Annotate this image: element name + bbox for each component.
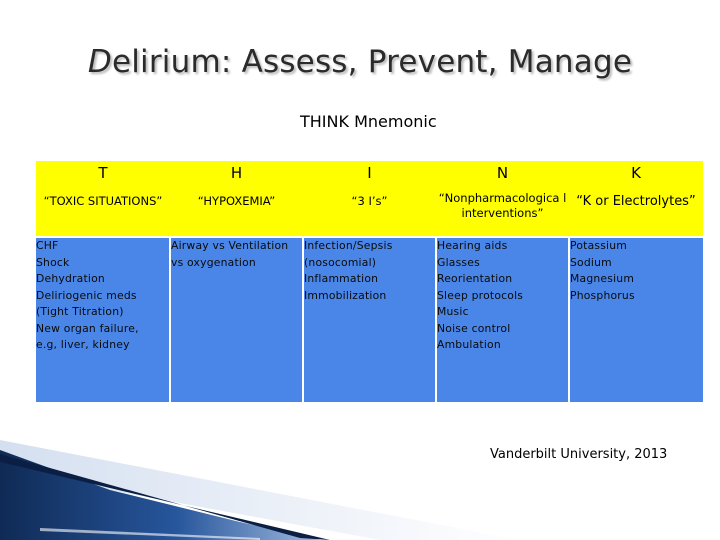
items-cell-i xyxy=(303,237,436,402)
slide-title xyxy=(0,44,720,80)
list-item: Phosphorus xyxy=(570,288,635,302)
list-item: Sodium xyxy=(570,255,612,269)
heading-cell xyxy=(170,185,303,237)
letter-cell: T xyxy=(36,161,170,185)
citation: Vanderbilt University, 2013 xyxy=(490,447,668,462)
items-cell-k xyxy=(569,237,703,402)
letter-row xyxy=(36,161,703,185)
list-item: Sleep protocols xyxy=(437,288,524,302)
list-item: e.g, liver, kidney xyxy=(36,338,130,351)
list-item: Music xyxy=(437,305,469,318)
list-item: Immobilization xyxy=(304,288,387,302)
list-item: Infection/Sepsis xyxy=(304,239,393,252)
column-heading: “Nonpharmacologica l interventions” xyxy=(438,191,567,220)
list-item: Noise control xyxy=(437,321,511,335)
list-item: CHF xyxy=(36,239,59,252)
list-item: Glasses xyxy=(437,255,480,269)
think-mnemonic-table xyxy=(36,161,703,402)
list-item: Dehydration xyxy=(36,272,105,285)
letter-cell: N xyxy=(436,161,569,185)
list-item: Airway vs Ventilation xyxy=(171,239,289,252)
items-cell-t xyxy=(36,237,170,402)
list-item: (nosocomial) xyxy=(304,255,377,269)
list-item: Shock xyxy=(36,255,70,269)
list-item: Magnesium xyxy=(570,272,635,285)
list-item: Inflammation xyxy=(304,272,379,285)
list-item: Ambulation xyxy=(437,338,501,351)
list-item: Reorientation xyxy=(437,272,513,285)
column-heading: “HYPOXEMIA” xyxy=(197,194,276,208)
letter-cell: I xyxy=(303,161,436,185)
slide-subtitle: THINK Mnemonic xyxy=(300,112,437,131)
letter-cell: H xyxy=(170,161,303,185)
column-heading: “K or Electrolytes” xyxy=(576,194,696,209)
decorative-swoosh xyxy=(0,410,720,540)
list-item: Potassium xyxy=(570,239,627,252)
list-item: vs oxygenation xyxy=(171,255,256,269)
items-row xyxy=(36,237,703,402)
column-heading: “TOXIC SITUATIONS” xyxy=(43,194,163,208)
list-item: Deliriogenic meds xyxy=(36,288,137,302)
title-initial: D xyxy=(87,44,112,80)
heading-cell xyxy=(303,185,436,237)
title-rest: elirium: Assess, Prevent, Manage xyxy=(111,44,633,80)
list-item: (Tight Titration) xyxy=(36,305,124,318)
list-item: Hearing aids xyxy=(437,239,508,252)
letter-cell: K xyxy=(569,161,703,185)
heading-cell xyxy=(569,185,703,237)
list-item: New organ failure, xyxy=(36,321,139,335)
items-cell-h xyxy=(170,237,303,402)
items-cell-n xyxy=(436,237,569,402)
heading-cell xyxy=(36,185,170,237)
heading-row xyxy=(36,185,703,237)
column-heading: “3 I’s” xyxy=(351,194,388,208)
heading-cell xyxy=(436,185,569,237)
